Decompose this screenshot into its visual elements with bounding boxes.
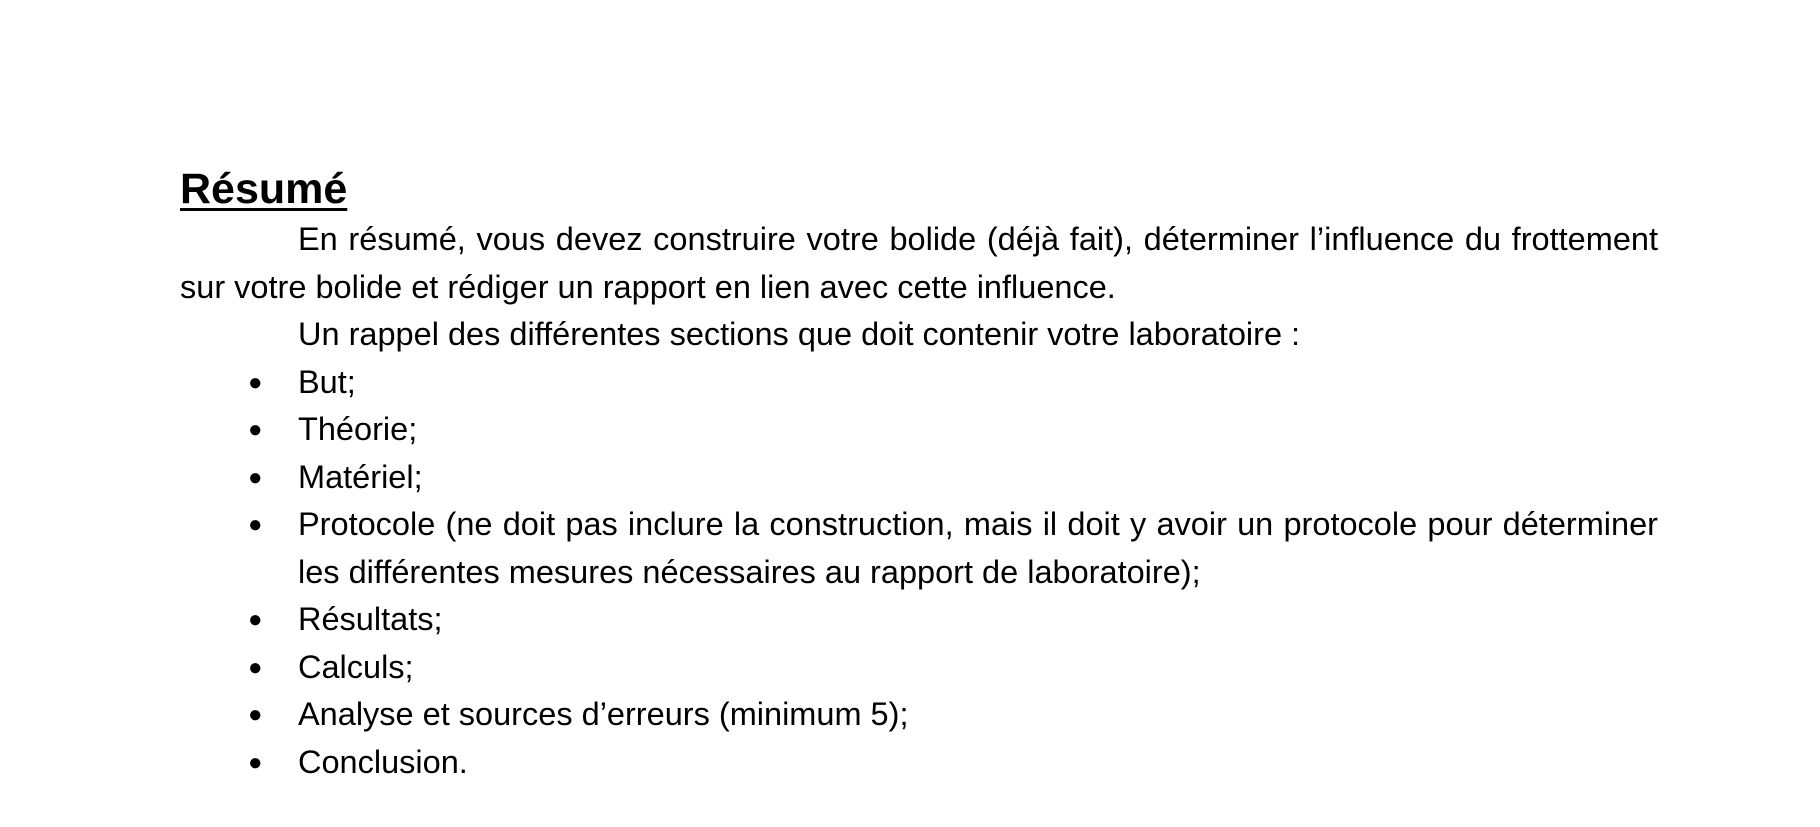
bullet-icon: ●: [248, 463, 263, 491]
list-item-text: Conclusion.: [298, 743, 468, 780]
sections-list: [180, 359, 1658, 787]
list-item-text: But;: [298, 363, 356, 400]
bullet-icon: ●: [248, 606, 263, 633]
bullet-icon: ●: [248, 701, 263, 728]
sections-intro-paragraph: Un rappel des différentes sections que doit contenir votre laboratoire :: [298, 316, 1301, 352]
list-item-text: Analyse et sources d’erreurs (minimum 5);: [298, 696, 909, 732]
bullet-icon: ●: [248, 511, 263, 538]
list-item: [180, 596, 1658, 644]
list-item-text: Protocole (ne doit pas inclure la construction, mais il doit y avoir un protocole pour déterminer les différentes mesures nécessaires au rapport de laboratoire);: [298, 506, 1658, 590]
list-item: [180, 501, 1658, 596]
list-item-text: Résultats;: [298, 601, 443, 637]
section-heading: Résumé: [180, 165, 348, 213]
list-item: [180, 644, 1658, 692]
bullet-icon: ●: [248, 368, 263, 396]
list-item: [180, 691, 1658, 739]
list-item: [180, 739, 1658, 787]
bullet-icon: ●: [248, 748, 263, 776]
bullet-icon: ●: [248, 416, 263, 443]
list-item-text: Théorie;: [298, 411, 418, 447]
list-item: [180, 454, 1658, 502]
list-item: [180, 359, 1658, 407]
document-page: [180, 162, 1658, 786]
list-item-text: Matériel;: [298, 458, 423, 495]
summary-paragraph: En résumé, vous devez construire votre bolide (déjà fait), déterminer l’influence du frottement sur votre bolide et rédiger un rapport en lien avec cette influence.: [180, 221, 1658, 305]
list-item-text: Calculs;: [298, 648, 414, 685]
bullet-icon: ●: [248, 653, 263, 681]
list-item: [180, 406, 1658, 454]
